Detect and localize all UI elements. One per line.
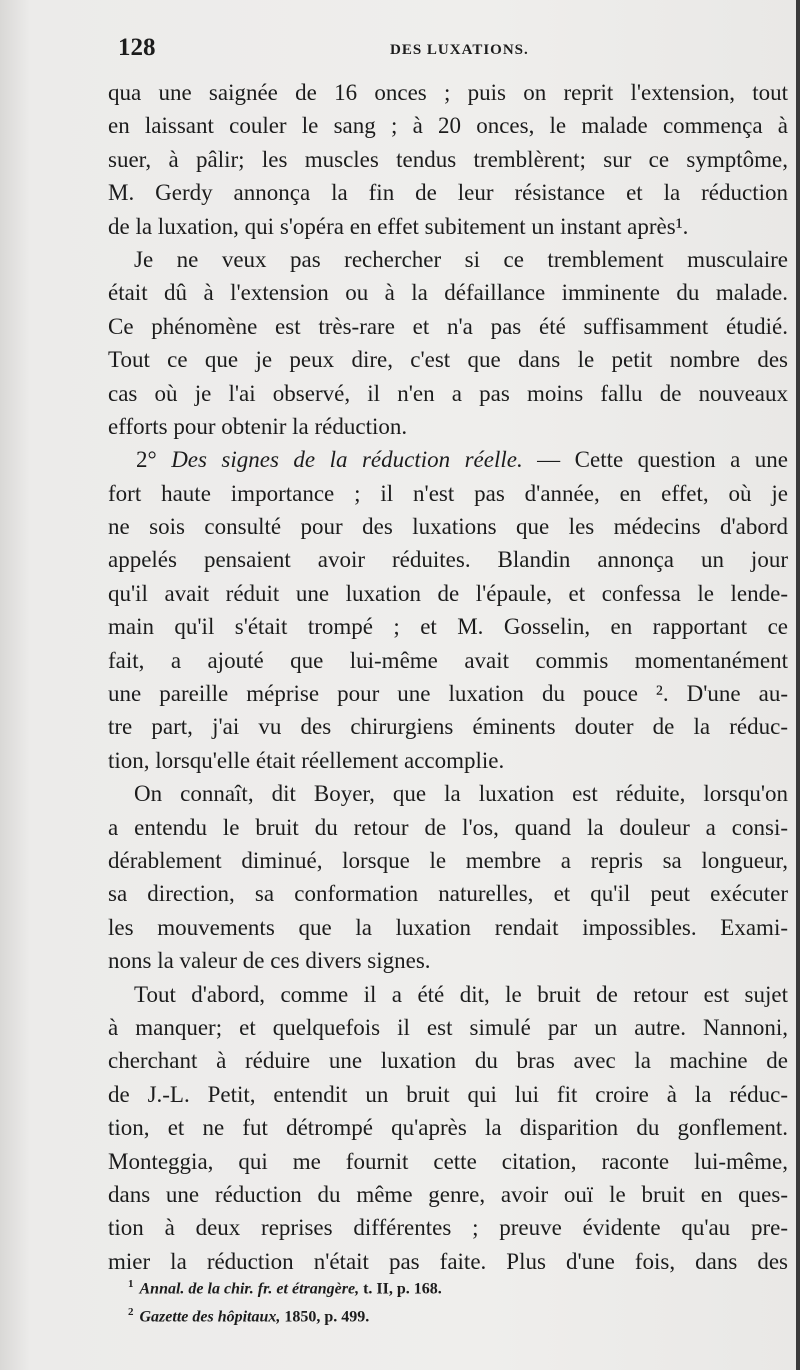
text-line: efforts pour obtenir la réduction. — [108, 413, 408, 439]
text-line: Monteggia, qui me fournit cette citation, raconte lui-même, — [108, 1148, 788, 1174]
text-line: M. Gerdy annonça la fin de leur résistance et la réduction — [108, 180, 788, 206]
footnote — [128, 1270, 748, 1298]
page-number: 128 — [118, 34, 156, 61]
page-edge-shadow — [796, 0, 800, 1370]
body-text — [108, 76, 788, 1278]
running-head — [118, 34, 758, 70]
text-line: tion, lorsqu'elle était réellement accomplie. — [108, 747, 505, 773]
text-line: mier la réduction n'était pas faite. Plus d'une fois, dans des — [108, 1248, 788, 1274]
footnote-mark: 2 — [128, 1306, 134, 1318]
footnotes — [128, 1270, 748, 1326]
text-line: fort haute importance ; il n'est pas d'année, en effet, où je — [108, 480, 788, 506]
text-line: main qu'il s'était trompé ; et M. Gosselin, en rapportant ce — [108, 614, 788, 640]
text-line: Tout d'abord, comme il a été dit, le bruit de retour est sujet — [134, 981, 788, 1007]
text-line: de J.-L. Petit, entendit un bruit qui lui fit croire à la réduc- — [108, 1081, 788, 1107]
text-line: à manquer; et quelquefois il est simulé par un autre. Nannoni, — [108, 1014, 788, 1040]
section-title: Des signes de la réduction réelle. — [171, 447, 523, 473]
running-title: DES LUXATIONS. — [390, 42, 529, 58]
text-line: dans une réduction du même genre, avoir ouï le bruit en ques- — [108, 1181, 788, 1207]
footnote — [128, 1298, 748, 1326]
text-line: suer, à pâlir; les muscles tendus tremblèrent; sur ce symptôme, — [108, 146, 788, 172]
text-line: On connaît, dit Boyer, que la luxation est réduite, lorsqu'on — [134, 781, 788, 807]
text-line: a entendu le bruit du retour de l'os, quand la douleur a consi- — [108, 814, 788, 840]
section-heading-line — [108, 443, 788, 476]
text-line: Je ne veux pas rechercher si ce tremblement musculaire — [134, 246, 788, 272]
text-line: sa direction, sa conformation naturelles, et qu'il peut exécuter — [108, 881, 788, 907]
footnote-source: Annal. de la chir. fr. et étrangère, — [139, 1280, 360, 1298]
text-line: était dû à l'extension ou à la défaillance imminente du malade. — [108, 280, 788, 306]
text-line: de la luxation, qui s'opéra en effet subitement un instant après¹. — [108, 213, 689, 239]
section-heading-rest: — Cette question a une — [522, 447, 788, 473]
text-line: les mouvements que la luxation rendait impossibles. Exami- — [108, 914, 788, 940]
text-line: appelés pensaient avoir réduites. Blandin annonça un jour — [108, 547, 788, 573]
text-line: qu'il avait réduit une luxation de l'épaule, et confessa le lende- — [108, 580, 788, 606]
text-line: nons la valeur de ces divers signes. — [108, 948, 431, 974]
text-line: une pareille méprise pour une luxation du pouce ². D'une au- — [108, 681, 788, 707]
text-line: dérablement diminué, lorsque le membre a repris sa longueur, — [108, 847, 788, 873]
section-number: 2° — [136, 447, 172, 473]
footnote-ref: t. II, p. 168. — [359, 1280, 442, 1298]
text-line: en laissant couler le sang ; à 20 onces, le malade commença à — [108, 113, 788, 139]
footnote-source: Gazette des hôpitaux, — [139, 1308, 281, 1326]
text-line: tion à deux reprises différentes ; preuve évidente qu'au pre- — [108, 1215, 788, 1241]
text-line: qua une saignée de 16 onces ; puis on reprit l'extension, tout — [108, 80, 788, 105]
text-line: Ce phénomène est très-rare et n'a pas été suffisamment étudié. — [108, 313, 788, 339]
footnote-ref: 1850, p. 499. — [280, 1308, 370, 1326]
text-line: cherchant à réduire une luxation du bras avec la machine de — [108, 1048, 788, 1074]
text-line: Tout ce que je peux dire, c'est que dans le petit nombre des — [108, 347, 788, 373]
text-line: fait, a ajouté que lui-même avait commis momentanément — [108, 647, 788, 673]
text-line: tion, et ne fut détrompé qu'après la disparition du gonflement. — [108, 1115, 788, 1141]
text-line: ne sois consulté pour des luxations que les médecins d'abord — [108, 514, 788, 540]
text-line: cas où je l'ai observé, il n'en a pas moins fallu de nouveaux — [108, 380, 788, 406]
text-line: tre part, j'ai vu des chirurgiens éminents douter de la réduc- — [108, 714, 788, 740]
footnote-mark: 1 — [128, 1278, 134, 1290]
